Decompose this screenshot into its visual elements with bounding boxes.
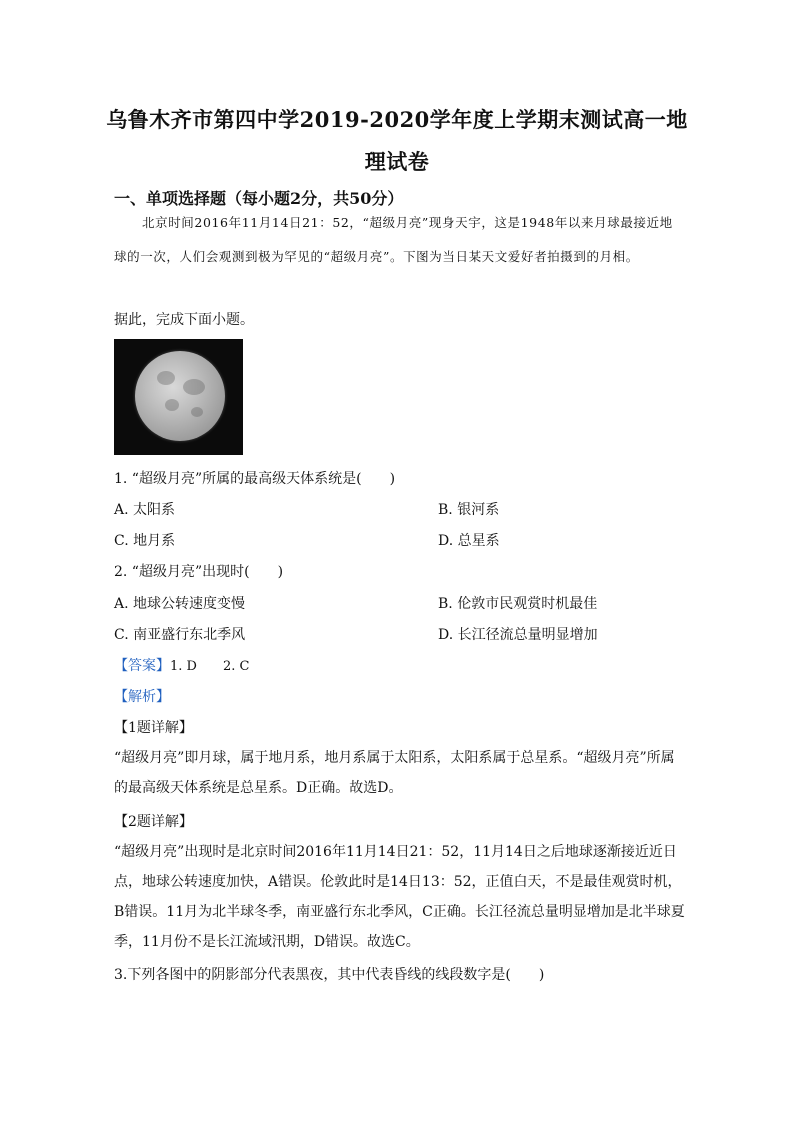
q1-option-b: B. 银河系 xyxy=(438,502,500,518)
answer-text: 1. D 2. C xyxy=(170,659,250,674)
section-heading: 一、单项选择题（每小题2分，共50分） xyxy=(114,189,404,208)
q2-option-c: C. 南亚盛行东北季风 xyxy=(114,627,246,643)
exam-title-line1: 乌鲁木齐市第四中学2019-2020学年度上学期末测试高一地 xyxy=(106,107,688,132)
q2-detail-text: “超级月亮”出现时是北京时间2016年11月14日21：52，11月14日之后地球逐渐接近近日点，地球公转速度加快，A错误。伦敦此时是14日13：52，正值白天，不是最佳观赏时机，B错误。11月为北半球冬季，南亚盛行东北季风，C正确。长江径流总量明显增加是北半球夏季，11月份不是长江流域汛期，D错误。故选C。 xyxy=(114,844,685,950)
analysis-tag: 【解析】 xyxy=(114,689,170,705)
answer-tag: 【答案】 xyxy=(114,658,170,674)
question-stem: 北京时间2016年11月14日21：52，“超级月亮”现身天宇，这是1948年以来月球最接近地球的一次，人们会观测到极为罕见的“超级月亮”。下图为当日某天文爱好者拍摄到的月相。 xyxy=(114,215,673,264)
q1-text: 1. “超级月亮”所属的最高级天体系统是( ) xyxy=(114,471,396,487)
moon-icon xyxy=(135,351,225,441)
q1-option-a: A. 太阳系 xyxy=(114,502,176,518)
exam-title-line2: 理试卷 xyxy=(364,149,430,174)
q3-text: 3.下列各图中的阴影部分代表黑夜，其中代表昏线的线段数字是( ) xyxy=(114,967,545,983)
q1-detail-text: “超级月亮”即月球，属于地月系，地月系属于太阳系，太阳系属于总星系。“超级月亮”所属的最高级天体系统是总星系。D正确。故选D。 xyxy=(114,750,675,796)
q1-option-c: C. 地月系 xyxy=(114,533,176,549)
q2-option-a: A. 地球公转速度变慢 xyxy=(114,596,246,612)
q2-detail-tag: 【2题详解】 xyxy=(114,814,193,830)
q1-option-d: D. 总星系 xyxy=(438,533,500,549)
q2-option-d: D. 长江径流总量明显增加 xyxy=(438,627,598,643)
q2-option-b: B. 伦敦市民观赏时机最佳 xyxy=(438,596,598,612)
q1-detail-tag: 【1题详解】 xyxy=(114,720,193,736)
q2-text: 2. “超级月亮”出现时( ) xyxy=(114,564,284,580)
answer-line xyxy=(114,655,249,675)
moon-photo xyxy=(114,339,243,455)
prompt-text: 据此，完成下面小题。 xyxy=(114,312,254,328)
